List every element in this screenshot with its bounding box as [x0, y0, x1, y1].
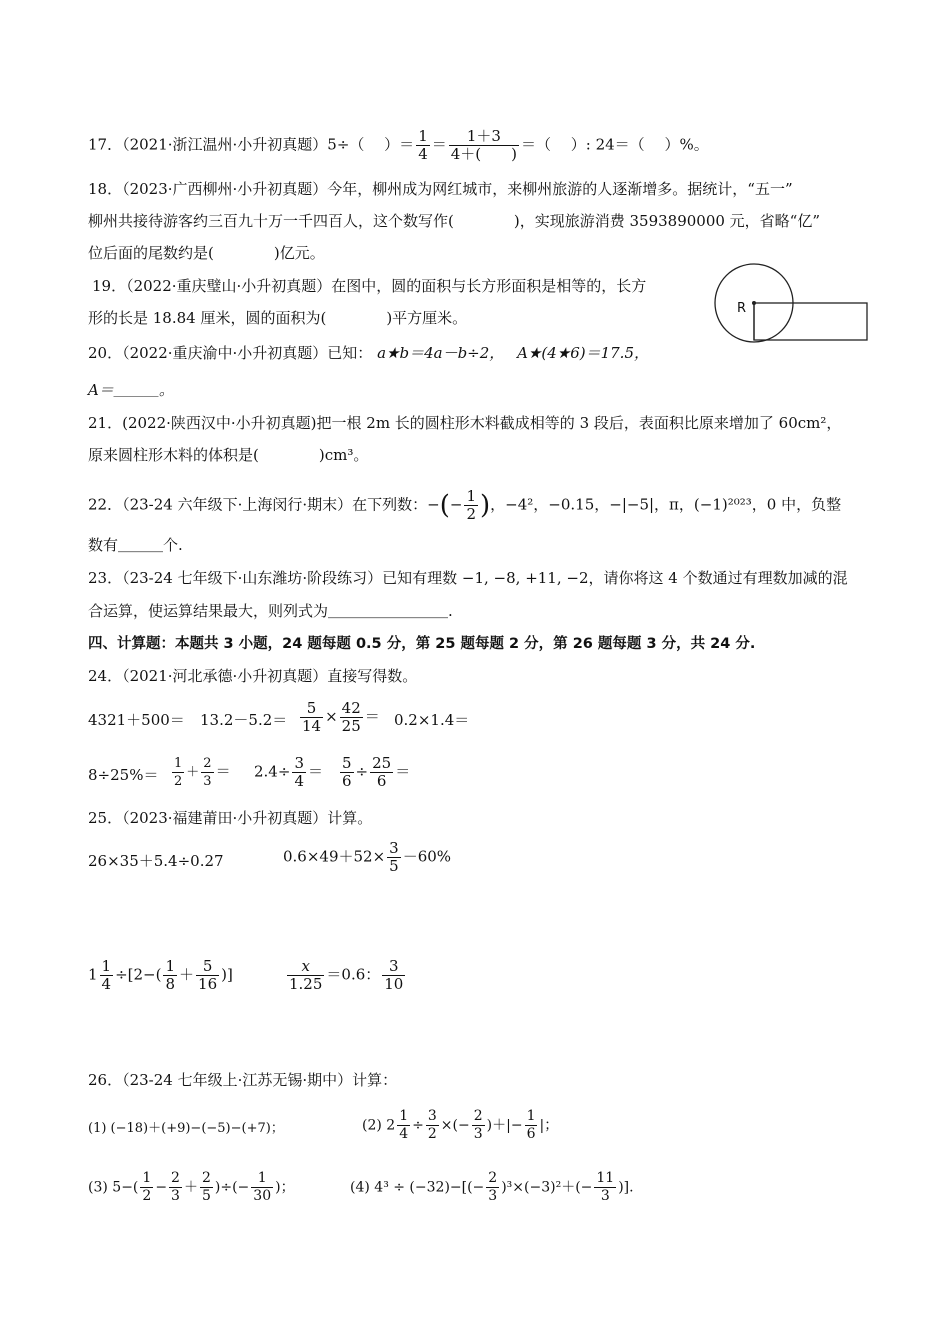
q24-c2-den: 25 — [341, 717, 361, 735]
q17-f1-num: 1 — [418, 127, 428, 145]
q25-e2-den: 5 — [389, 857, 399, 875]
q25-expr-2 — [283, 840, 451, 875]
rectangle-shape — [754, 303, 867, 340]
q25-head: 25．（2023·福建莆田·小升初真题）计算。 — [88, 809, 373, 827]
q26-p3-n3: 2 — [201, 1170, 211, 1186]
q26-p2-a: (2) 2 — [362, 1117, 396, 1134]
q22-neg-sign: − — [427, 495, 440, 514]
q17-f2-num: 1＋3 — [449, 128, 519, 146]
q26-p2-d4: 6 — [526, 1126, 536, 1142]
section-4-heading: 四、计算题：本题共 3 小题，24 题每题 0.5 分，第 25 题每题 2 分，第 26 题每题 3 分，共 24 分. — [88, 636, 756, 652]
q20-head: 20．（2022·重庆渝中·小升初真题）已知： — [88, 344, 373, 362]
q26-p2-n2: 3 — [427, 1108, 437, 1124]
q24-f1-den: 2 — [174, 774, 183, 789]
q26-p4-n1: 2 — [488, 1170, 498, 1186]
q25-e3-c: )] — [221, 965, 233, 984]
q25-e3-f2-num: 5 — [196, 958, 219, 976]
q26-p3-d3: 5 — [201, 1188, 211, 1204]
q24-item-f: $\frac{1}{2}$ ＋ $\frac{2}{3}$ ＝ — [174, 756, 231, 789]
q26-p2-n3: 2 — [473, 1108, 483, 1124]
q26-p2-d3: 3 — [473, 1126, 483, 1142]
q25-expr-3: 1 $\frac{1}{4}$ ÷[2−( $\frac{1}{8}$ ＋ $\frac{5}{16}$ )] — [88, 957, 233, 993]
q24-c1-den: 14 — [302, 717, 322, 735]
q23-line-2: 合运算，使运算结果最大，则列式为＿＿＿＿＿＿＿＿. — [88, 602, 453, 620]
q25-e3-f2-den: 16 — [198, 975, 218, 993]
q18-line-3: 位后面的尾数约是( )亿元。 — [88, 244, 325, 262]
q23-line-1: 23．（23-24 七年级下·山东潍坊·阶段练习）已知有理数 −1, −8, +11, −2，请你将这 4 个数通过有理数加减的混 — [88, 569, 848, 587]
q25-e3-num: 1 — [101, 957, 112, 975]
radius-label: R — [737, 301, 747, 316]
q17-fraction-1 — [416, 128, 430, 163]
q26-head: 26．（23-24 七年级上·江苏无锡·期中）计算： — [88, 1071, 398, 1089]
q24-g-text: 2.4÷ — [254, 762, 291, 781]
q26-p2-f: |； — [539, 1117, 559, 1134]
q22-head: 22．（23-24 六年级下·上海闵行·期末）在下列数： — [88, 495, 428, 514]
q26-p3-f: )； — [275, 1179, 295, 1196]
q24-g-num: 3 — [294, 754, 304, 772]
q18-line-1: 18．（2023·广西柳州·小升初真题）今年，柳州成为网红城市，来柳州旅游的人逐渐增多。据统计，“五一” — [88, 180, 793, 198]
q26-p4-c: )]. — [618, 1179, 634, 1196]
q24-h-eq: ＝ — [395, 762, 411, 781]
q25-expr-1: 26×35＋5.4÷0.27 — [88, 852, 224, 870]
q24-item-d: 0.2×1.4＝ — [394, 711, 470, 729]
q26-p3-d4: 30 — [253, 1188, 272, 1204]
q25-e4-b: ＝0.6： — [326, 965, 381, 984]
q25-e4-den: 1.25 — [289, 975, 323, 993]
q26-p2-d1: 4 — [399, 1126, 409, 1142]
q21-line-1: 21．(2022·陕西汉中·小升初真题)把一根 2m 长的圆柱形木料截成相等的 3 段后，表面积比原来增加了 60cm²， — [88, 414, 842, 432]
q24-g-den: 4 — [294, 772, 304, 790]
q26-p4-d1: 3 — [488, 1188, 498, 1204]
q24-head: 24．（2021·河北承德·小升初真题）直接写得数。 — [88, 667, 418, 685]
q24-item-e: 8÷25%＝ — [88, 766, 159, 784]
q17-tail: ＝（ ）: 24＝（ ）%。 — [521, 135, 709, 154]
q25-e2-a: 0.6×49＋52× — [283, 847, 386, 866]
q24-h1-den: 6 — [342, 772, 352, 790]
question-22: 22．（23-24 六年级下·上海闵行·期末）在下列数：−(− $\frac{1}{2}$ )，−4²，−0.15，−|−5|，π，(−1)²⁰²³，0 中，负整 — [88, 487, 842, 523]
q26-p3-e: )÷(− — [214, 1179, 250, 1196]
question-17: 17．（2021·浙江温州·小升初真题）5÷（ ）＝ $\frac{1}{4}$ ＝ $\frac{1+3}{4+( )}$ ＝（ ）: 24＝（ ）%。 — [88, 127, 709, 163]
q26-p2-n4: 1 — [526, 1108, 536, 1124]
q17-fraction-2 — [449, 128, 519, 163]
q26-p3-d2: 3 — [171, 1188, 180, 1204]
q25-e2-b: －60% — [402, 847, 452, 866]
q20-definition: a★b＝4a－b÷2， — [377, 344, 505, 362]
q24-h1-num: 5 — [342, 754, 352, 772]
q24-item-c: $\frac{5}{14}$ × $\frac{42}{25}$ ＝ — [302, 699, 380, 735]
q25-e3-f1-num: 1 — [165, 957, 176, 975]
q26-p2-n1: 1 — [399, 1108, 409, 1124]
q26-part-2 — [362, 1108, 558, 1143]
q24-item-g — [254, 755, 323, 790]
q26-part-1: (1) (−18)＋(+9)−(−5)−(+7)； — [88, 1121, 284, 1136]
q26-p4-n2: 11 — [596, 1170, 615, 1186]
q25-e3-den: 4 — [101, 975, 112, 993]
q26-p4-d2: 3 — [600, 1188, 610, 1204]
question-20 — [88, 343, 649, 363]
q25-e3-whole: 1 — [88, 965, 98, 984]
q22-line-2: 数有＿＿＿个. — [88, 536, 183, 554]
q24-c-eq: ＝ — [364, 707, 380, 726]
q25-e4-f-num: 3 — [382, 958, 405, 976]
q24-h2-den: 6 — [376, 772, 387, 790]
q26-p3-a: (3) 5−( — [88, 1179, 139, 1196]
q24-item-b: 13.2－5.2＝ — [200, 711, 288, 729]
q26-part-3 — [88, 1170, 295, 1205]
q25-e2-num: 3 — [389, 839, 399, 857]
q25-e3-b: ÷[2−( — [115, 965, 162, 984]
q24-c2-num: 42 — [341, 699, 361, 717]
q26-p2-b: ÷ — [412, 1117, 424, 1134]
q26-p2-c: ×(− — [440, 1117, 470, 1134]
q24-f2-num: 2 — [203, 756, 212, 771]
q26-p2-e: )＋|− — [486, 1117, 523, 1134]
q20-condition: A★(4★6)＝17.5， — [517, 344, 649, 362]
q20-answer-line: A＝＿＿＿。 — [88, 381, 174, 399]
q26-p3-c: ＋ — [183, 1179, 198, 1196]
q24-g-eq: ＝ — [307, 762, 323, 781]
q26-p3-b: − — [155, 1179, 168, 1196]
q24-f1-num: 1 — [174, 756, 183, 771]
q25-e3-f1-den: 8 — [165, 975, 176, 993]
q26-p4-b: )³×(−3)²＋(− — [501, 1179, 593, 1196]
q19-line-2: 形的长是 18.84 厘米，圆的面积为( )平方厘米。 — [88, 309, 468, 327]
q22-frac-num: 1 — [466, 487, 476, 505]
q24-item-a: 4321＋500＝ — [88, 711, 185, 729]
center-dot — [752, 301, 756, 305]
q22-fraction — [464, 488, 478, 523]
q17-f1-den: 4 — [418, 145, 428, 163]
q25-e4-f-den: 10 — [384, 975, 404, 993]
q26-part-4 — [350, 1170, 634, 1205]
q21-line-2: 原来圆柱形木料的体积是( )cm³。 — [88, 446, 369, 464]
q26-p3-n1: 1 — [142, 1170, 152, 1186]
q24-h2-num: 25 — [372, 754, 392, 772]
q22-rest: ，−4²，−0.15，−|−5|，π，(−1)²⁰²³，0 中，负整 — [490, 495, 842, 514]
q26-p2-d2: 2 — [427, 1126, 437, 1142]
q19-line-1: 19．（2022·重庆璧山·小升初真题）在图中，圆的面积与长方形面积是相等的，长方 — [92, 277, 647, 295]
q19-figure — [713, 262, 873, 344]
q24-f2-den: 3 — [203, 774, 212, 789]
q22-frac-den: 2 — [466, 505, 476, 523]
q17-f2-den: 4＋( ) — [450, 145, 517, 163]
q26-p4-a: (4) 4³ ÷ (−32)−[(− — [350, 1179, 485, 1196]
q26-p3-n2: 2 — [171, 1170, 180, 1186]
q24-f-eq: ＝ — [215, 762, 231, 780]
q17-head: 17．（2021·浙江温州·小升初真题）5÷（ ）＝ — [88, 135, 415, 154]
q25-expr-4 — [285, 958, 407, 993]
q26-p3-d1: 2 — [142, 1188, 152, 1204]
q26-p3-n4: 1 — [251, 1170, 273, 1188]
q24-item-h: $\frac{5}{6}$ ÷ $\frac{25}{6}$ ＝ — [342, 754, 411, 790]
q24-c1-num: 5 — [300, 700, 323, 718]
q25-e4-num: x — [287, 958, 324, 976]
q18-line-2: 柳州共接待游客约三百九十万一千四百人，这个数写作( )，实现旅游消费 3593890000 元，省略“亿” — [88, 212, 821, 230]
